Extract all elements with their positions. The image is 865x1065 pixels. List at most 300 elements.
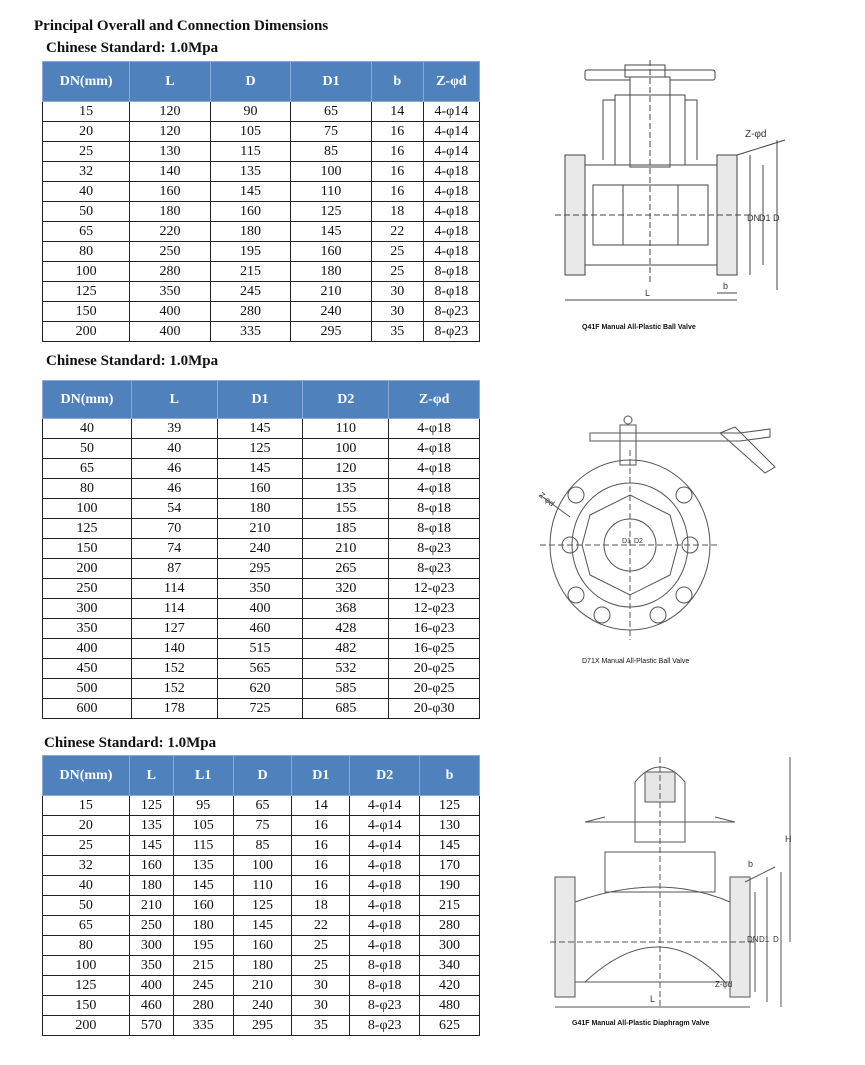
table-cell: 280 (210, 302, 291, 322)
table-cell: 4-φ18 (389, 479, 480, 499)
table-cell: 125 (43, 976, 130, 996)
diagram-3-caption: G41F Manual All-Plastic Diaphragm Valve (572, 1020, 710, 1027)
table-cell: 160 (217, 479, 303, 499)
table-cell: 245 (210, 282, 291, 302)
table-cell: 50 (43, 896, 130, 916)
table-cell: 215 (210, 262, 291, 282)
table-cell: 65 (43, 222, 130, 242)
table-cell: 335 (173, 1016, 233, 1036)
table-cell: 80 (43, 936, 130, 956)
table-cell: 22 (292, 916, 350, 936)
table-row (43, 122, 480, 142)
table-cell: 8-φ18 (389, 499, 480, 519)
column-header: D1 (291, 62, 372, 102)
table-cell: 145 (217, 419, 303, 439)
table-cell: 75 (233, 816, 292, 836)
table-cell: 280 (420, 916, 480, 936)
table-cell: 240 (217, 539, 303, 559)
table-cell: 350 (217, 579, 303, 599)
table-cell: 215 (173, 956, 233, 976)
table-cell: 40 (131, 439, 217, 459)
table-cell: 50 (43, 439, 132, 459)
table-cell: 8-φ23 (423, 322, 479, 342)
table-cell: 30 (292, 996, 350, 1016)
table-cell: 100 (43, 262, 130, 282)
table-row (43, 976, 480, 996)
table-cell: 25 (43, 836, 130, 856)
table-cell: 400 (130, 322, 211, 342)
table-cell: 4-φ18 (423, 222, 479, 242)
table-cell: 200 (43, 559, 132, 579)
table-row (43, 836, 480, 856)
table-cell: 295 (217, 559, 303, 579)
table-cell: 100 (43, 956, 130, 976)
diagram-3-d: D (773, 935, 779, 944)
table-cell: 160 (130, 182, 211, 202)
table-cell: 170 (420, 856, 480, 876)
table-cell: 32 (43, 162, 130, 182)
table-cell: 420 (420, 976, 480, 996)
ball-valve-drawing (545, 55, 815, 320)
diaphragm-valve-drawing (545, 752, 805, 1017)
table-row (43, 579, 480, 599)
table-cell: 210 (129, 896, 173, 916)
column-header: D2 (350, 756, 420, 796)
table-cell: 16 (371, 122, 423, 142)
table-cell: 12-φ23 (389, 599, 480, 619)
table-cell: 120 (130, 102, 211, 122)
table-cell: 16 (371, 182, 423, 202)
table-cell: 320 (303, 579, 389, 599)
table-cell: 8-φ18 (423, 262, 479, 282)
table-cell: 135 (303, 479, 389, 499)
table-cell: 190 (420, 876, 480, 896)
table-cell: 16 (371, 162, 423, 182)
table-row (43, 956, 480, 976)
table-cell: 12-φ23 (389, 579, 480, 599)
table-cell: 115 (210, 142, 291, 162)
table-cell: 150 (43, 996, 130, 1016)
table-cell: 295 (233, 1016, 292, 1036)
diagram-1-l: L (645, 288, 651, 298)
diagram-2-d2: D2 (634, 538, 643, 545)
table-cell: 400 (43, 639, 132, 659)
table-row (43, 519, 480, 539)
table-cell: 185 (303, 519, 389, 539)
table-cell: 8-φ18 (389, 519, 480, 539)
table-cell: 150 (43, 539, 132, 559)
table-cell: 35 (371, 322, 423, 342)
table-cell: 350 (129, 956, 173, 976)
table-cell: 20-φ30 (389, 699, 480, 719)
column-header: DN(mm) (43, 756, 130, 796)
column-header: b (371, 62, 423, 102)
table-cell: 74 (131, 539, 217, 559)
table-cell: 4-φ18 (350, 876, 420, 896)
table-row (43, 499, 480, 519)
table-cell: 8-φ18 (423, 282, 479, 302)
table-cell: 4-φ18 (423, 202, 479, 222)
column-header: D2 (303, 381, 389, 419)
column-header: L (131, 381, 217, 419)
table-cell: 8-φ18 (350, 956, 420, 976)
table-row (43, 1016, 480, 1036)
table-cell: 4-φ14 (350, 836, 420, 856)
column-header: L1 (173, 756, 233, 796)
table-cell: 600 (43, 699, 132, 719)
dimension-table-1 (42, 61, 480, 342)
table-row (43, 202, 480, 222)
table-cell: 65 (233, 796, 292, 816)
table-cell: 160 (210, 202, 291, 222)
table-cell: 16 (292, 856, 350, 876)
table-cell: 565 (217, 659, 303, 679)
table-cell: 180 (130, 202, 211, 222)
column-header: D (233, 756, 292, 796)
table-cell: 16 (371, 142, 423, 162)
diagram-1-d1: D1 (759, 213, 771, 223)
table-cell: 65 (43, 459, 132, 479)
table-cell: 20-φ25 (389, 679, 480, 699)
diagram-3-l: L (650, 994, 656, 1004)
table-cell: 350 (43, 619, 132, 639)
table-cell: 400 (130, 302, 211, 322)
dimension-table-2 (42, 380, 480, 719)
table-cell: 114 (131, 579, 217, 599)
table-cell: 180 (217, 499, 303, 519)
table-cell: 80 (43, 242, 130, 262)
table-cell: 685 (303, 699, 389, 719)
table-cell: 25 (371, 242, 423, 262)
table-cell: 110 (233, 876, 292, 896)
table-cell: 65 (43, 916, 130, 936)
table-cell: 25 (371, 262, 423, 282)
table-cell: 16 (292, 836, 350, 856)
table-cell: 145 (420, 836, 480, 856)
table-cell: 40 (43, 182, 130, 202)
table-cell: 4-φ14 (423, 122, 479, 142)
table-cell: 195 (173, 936, 233, 956)
table-cell: 4-φ18 (350, 936, 420, 956)
table-row (43, 856, 480, 876)
table-1-subtitle: Chinese Standard: 1.0Mpa (46, 40, 219, 56)
table-cell: 4-φ14 (423, 142, 479, 162)
table-cell: 130 (130, 142, 211, 162)
table-cell: 87 (131, 559, 217, 579)
table-cell: 16 (292, 876, 350, 896)
table-cell: 482 (303, 639, 389, 659)
table-row (43, 459, 480, 479)
table-row (43, 936, 480, 956)
table-cell: 152 (131, 679, 217, 699)
table-cell: 250 (130, 242, 211, 262)
table-cell: 460 (129, 996, 173, 1016)
diagram-1-caption: Q41F Manual All-Plastic Ball Valve (582, 324, 696, 331)
table-cell: 100 (303, 439, 389, 459)
table-row (43, 796, 480, 816)
table-row (43, 419, 480, 439)
butterfly-valve-drawing (530, 405, 820, 650)
table-cell: 16-φ23 (389, 619, 480, 639)
table-cell: 145 (217, 459, 303, 479)
diagram-1-d: D (773, 213, 780, 223)
table-cell: 8-φ23 (350, 996, 420, 1016)
table-cell: 100 (291, 162, 372, 182)
table-cell: 210 (217, 519, 303, 539)
table-3-subtitle: Chinese Standard: 1.0Mpa (44, 735, 217, 751)
table-cell: 30 (292, 976, 350, 996)
column-header: DN(mm) (43, 381, 132, 419)
table-cell: 620 (217, 679, 303, 699)
table-cell: 80 (43, 479, 132, 499)
table-cell: 4-φ18 (423, 182, 479, 202)
table-cell: 75 (291, 122, 372, 142)
page-title: Principal Overall and Connection Dimensions (34, 18, 329, 34)
table-cell: 15 (43, 102, 130, 122)
table-row (43, 162, 480, 182)
table-cell: 135 (129, 816, 173, 836)
table-cell: 18 (292, 896, 350, 916)
table-cell: 450 (43, 659, 132, 679)
table-cell: 100 (43, 499, 132, 519)
diagram-2-d1: D1 (622, 538, 631, 545)
table-row (43, 916, 480, 936)
table-cell: 4-φ14 (350, 796, 420, 816)
table-cell: 100 (233, 856, 292, 876)
table-cell: 295 (291, 322, 372, 342)
table-cell: 160 (173, 896, 233, 916)
diagram-3-b: b (748, 859, 754, 869)
diagram-3-d1: D1 (759, 935, 770, 944)
table-cell: 340 (420, 956, 480, 976)
table-cell: 160 (291, 242, 372, 262)
column-header: b (420, 756, 480, 796)
column-header: L (130, 62, 211, 102)
table-cell: 725 (217, 699, 303, 719)
table-cell: 4-φ18 (423, 242, 479, 262)
table-cell: 145 (233, 916, 292, 936)
table-cell: 25 (292, 936, 350, 956)
table-cell: 335 (210, 322, 291, 342)
table-cell: 105 (173, 816, 233, 836)
table-cell: 240 (291, 302, 372, 322)
table-row (43, 559, 480, 579)
table-cell: 180 (210, 222, 291, 242)
table-row (43, 282, 480, 302)
table-cell: 480 (420, 996, 480, 1016)
table-cell: 120 (130, 122, 211, 142)
table-cell: 16-φ25 (389, 639, 480, 659)
table-row (43, 102, 480, 122)
table-cell: 570 (129, 1016, 173, 1036)
table-cell: 20 (43, 122, 130, 142)
table-cell: 210 (291, 282, 372, 302)
table-row (43, 659, 480, 679)
table-row (43, 242, 480, 262)
table-row (43, 222, 480, 242)
table-cell: 30 (371, 282, 423, 302)
table-cell: 32 (43, 856, 130, 876)
table-cell: 4-φ18 (423, 162, 479, 182)
table-cell: 14 (371, 102, 423, 122)
table-cell: 135 (210, 162, 291, 182)
table-cell: 145 (129, 836, 173, 856)
table-cell: 125 (43, 282, 130, 302)
table-cell: 300 (43, 599, 132, 619)
table-cell: 110 (303, 419, 389, 439)
diagram-1-dn: DN (747, 213, 760, 223)
table-cell: 40 (43, 876, 130, 896)
table-cell: 25 (43, 142, 130, 162)
table-cell: 65 (291, 102, 372, 122)
table-row (43, 439, 480, 459)
table-row (43, 699, 480, 719)
table-cell: 145 (291, 222, 372, 242)
table-row (43, 182, 480, 202)
table-row (43, 302, 480, 322)
column-header: DN(mm) (43, 62, 130, 102)
table-cell: 110 (291, 182, 372, 202)
table-cell: 70 (131, 519, 217, 539)
table-row (43, 619, 480, 639)
table-row (43, 816, 480, 836)
table-cell: 200 (43, 322, 130, 342)
table-cell: 125 (233, 896, 292, 916)
table-cell: 8-φ23 (389, 559, 480, 579)
table-cell: 50 (43, 202, 130, 222)
table-row (43, 142, 480, 162)
table-cell: 4-φ18 (350, 856, 420, 876)
table-cell: 85 (233, 836, 292, 856)
table-cell: 140 (131, 639, 217, 659)
table-cell: 300 (420, 936, 480, 956)
table-row (43, 996, 480, 1016)
table-cell: 368 (303, 599, 389, 619)
table-cell: 460 (217, 619, 303, 639)
table-cell: 127 (131, 619, 217, 639)
diagram-1-zd: Z-φd (745, 129, 767, 140)
table-cell: 30 (371, 302, 423, 322)
table-cell: 135 (173, 856, 233, 876)
table-cell: 160 (233, 936, 292, 956)
table-cell: 350 (130, 282, 211, 302)
table-cell: 400 (217, 599, 303, 619)
table-cell: 4-φ18 (389, 459, 480, 479)
diagram-1-b: b (723, 281, 729, 291)
table-row (43, 896, 480, 916)
column-header: D (210, 62, 291, 102)
table-cell: 25 (292, 956, 350, 976)
table-cell: 240 (233, 996, 292, 1016)
table-cell: 125 (291, 202, 372, 222)
table-cell: 145 (210, 182, 291, 202)
table-cell: 220 (130, 222, 211, 242)
table-cell: 180 (233, 956, 292, 976)
table-row (43, 322, 480, 342)
table-row (43, 599, 480, 619)
column-header: Z-φd (389, 381, 480, 419)
table-row (43, 262, 480, 282)
table-cell: 14 (292, 796, 350, 816)
table-cell: 152 (131, 659, 217, 679)
table-cell: 180 (173, 916, 233, 936)
table-cell: 18 (371, 202, 423, 222)
table-cell: 500 (43, 679, 132, 699)
table-cell: 180 (291, 262, 372, 282)
column-header: L (129, 756, 173, 796)
table-cell: 130 (420, 816, 480, 836)
table-cell: 46 (131, 459, 217, 479)
table-cell: 280 (130, 262, 211, 282)
table-cell: 140 (130, 162, 211, 182)
table-cell: 125 (420, 796, 480, 816)
table-cell: 625 (420, 1016, 480, 1036)
table-cell: 4-φ14 (350, 816, 420, 836)
table-cell: 280 (173, 996, 233, 1016)
table-cell: 155 (303, 499, 389, 519)
table-cell: 178 (131, 699, 217, 719)
table-cell: 85 (291, 142, 372, 162)
table-cell: 114 (131, 599, 217, 619)
table-cell: 585 (303, 679, 389, 699)
table-cell: 250 (129, 916, 173, 936)
table-cell: 245 (173, 976, 233, 996)
dimension-table-3 (42, 755, 480, 1036)
column-header: D1 (292, 756, 350, 796)
table-cell: 8-φ23 (423, 302, 479, 322)
table-cell: 95 (173, 796, 233, 816)
diagram-2-zd: Z-φd (537, 490, 557, 509)
table-cell: 428 (303, 619, 389, 639)
table-cell: 90 (210, 102, 291, 122)
table-cell: 15 (43, 796, 130, 816)
table-row (43, 876, 480, 896)
diagram-3-dn: DN (747, 935, 759, 944)
table-cell: 532 (303, 659, 389, 679)
table-cell: 22 (371, 222, 423, 242)
table-cell: 40 (43, 419, 132, 439)
table-cell: 125 (129, 796, 173, 816)
table-cell: 180 (129, 876, 173, 896)
table-2-subtitle: Chinese Standard: 1.0Mpa (46, 353, 219, 369)
table-row (43, 679, 480, 699)
table-cell: 160 (129, 856, 173, 876)
table-cell: 4-φ18 (350, 896, 420, 916)
table-cell: 125 (43, 519, 132, 539)
table-cell: 46 (131, 479, 217, 499)
diagram-3-zd: Z-φd (715, 980, 733, 989)
table-cell: 150 (43, 302, 130, 322)
column-header: Z-φd (423, 62, 479, 102)
table-cell: 400 (129, 976, 173, 996)
table-cell: 20 (43, 816, 130, 836)
table-cell: 16 (292, 816, 350, 836)
table-cell: 8-φ23 (389, 539, 480, 559)
table-cell: 145 (173, 876, 233, 896)
table-cell: 4-φ18 (350, 916, 420, 936)
table-cell: 20-φ25 (389, 659, 480, 679)
table-cell: 8-φ18 (350, 976, 420, 996)
table-row (43, 539, 480, 559)
table-cell: 4-φ18 (389, 439, 480, 459)
table-cell: 195 (210, 242, 291, 262)
table-cell: 200 (43, 1016, 130, 1036)
table-row (43, 639, 480, 659)
table-cell: 4-φ18 (389, 419, 480, 439)
table-cell: 39 (131, 419, 217, 439)
diagram-2-caption: D71X Manual All-Plastic Ball Valve (582, 658, 690, 665)
table-cell: 300 (129, 936, 173, 956)
